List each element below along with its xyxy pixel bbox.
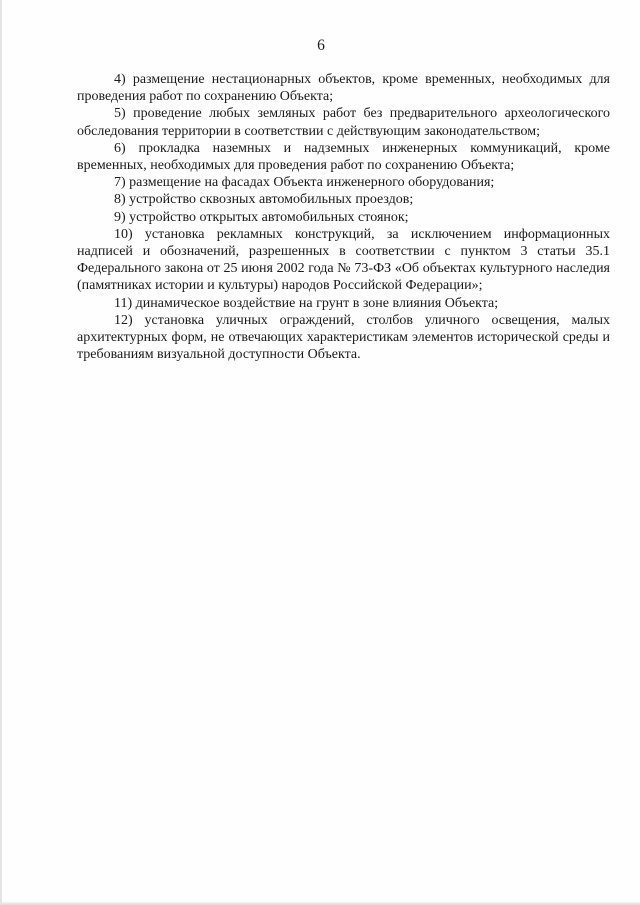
list-item-8: 8) устройство сквозных автомобильных проездов; — [114, 192, 414, 208]
document-body — [77, 71, 610, 363]
list-item-4: 4) размещение нестационарных объектов, кроме временных, необходимых для проведения работ по сохранению Объекта; — [77, 72, 610, 105]
list-item-7: 7) размещение на фасадах Объекта инженерного оборудования; — [114, 175, 495, 191]
list-item-5: 5) проведение любых земляных работ без предварительного археологического обследования территории в соответствии с действующим законодательством; — [77, 106, 610, 139]
list-item-6: 6) прокладка наземных и надземных инженерных коммуникаций, кроме временных, необходимых для проведения работ по сохранению Объекта; — [77, 140, 610, 174]
page-number: 6 — [317, 37, 325, 54]
list-item-10: 10) установка рекламных конструкций, за исключением информационных надписей и обозначений, разрешенных в соответствии с пунктом 3 статьи 35.1 Федерального закона от 25 июня 2002 года № 73-ФЗ «Об объектах культурного наследия (памятниках истории и культуры) народов Российской Федерации»; — [77, 226, 610, 294]
list-item-9: 9) устройство открытых автомобильных стоянок; — [114, 209, 409, 225]
list-item-11: 11) динамическое воздействие на грунт в зоне влияния Объекта; — [114, 295, 499, 311]
list-item-12: 12) установка уличных ограждений, столбов уличного освещения, малых архитектурных форм, не отвечающих характеристикам элементов исторической среды и требованиям визуальной доступности Объекта. — [77, 312, 610, 363]
